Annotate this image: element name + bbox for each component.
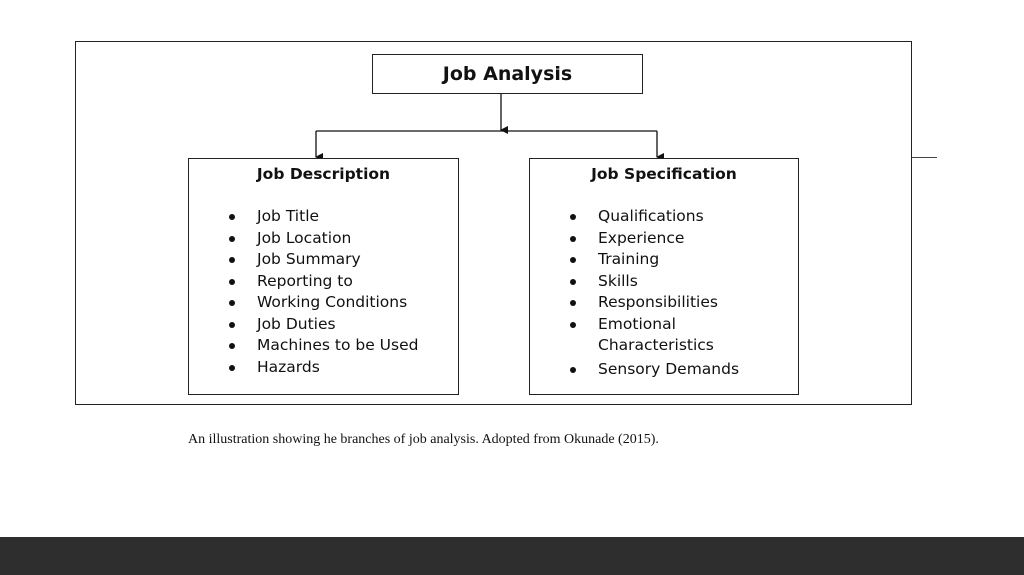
- list-item: Sensory Demands: [530, 359, 798, 381]
- job-specification-title: Job Specification: [591, 165, 737, 183]
- bullet-icon: [229, 365, 235, 371]
- bullet-icon: [570, 214, 576, 220]
- list-item: Responsibilities: [530, 292, 798, 314]
- bullet-icon: [229, 214, 235, 220]
- job-analysis-box: [372, 54, 643, 94]
- list-item: Emotional Characteristics: [530, 314, 718, 357]
- job-description-list: [189, 206, 458, 378]
- job-description-title: Job Description: [256, 165, 391, 183]
- bullet-icon: [570, 367, 576, 373]
- job-analysis-title: Job Analysis: [442, 63, 573, 85]
- list-item: Experience: [530, 228, 798, 250]
- job-description-box: [188, 158, 459, 395]
- list-item: Machines to be Used: [189, 335, 458, 357]
- list-item: Working Conditions: [189, 292, 458, 314]
- bullet-icon: [570, 279, 576, 285]
- job-specification-list: [530, 206, 798, 380]
- bullet-icon: [570, 300, 576, 306]
- bullet-icon: [229, 257, 235, 263]
- bullet-icon: [570, 322, 576, 328]
- bullet-icon: [570, 257, 576, 263]
- list-item: Job Location: [189, 228, 458, 250]
- figure-caption: An illustration showing he branches of job analysis. Adopted from Okunade (2015).: [188, 432, 659, 447]
- list-item: Qualifications: [530, 206, 798, 228]
- list-item: Job Title: [189, 206, 458, 228]
- bullet-icon: [229, 300, 235, 306]
- list-item: Skills: [530, 271, 798, 293]
- bullet-icon: [229, 343, 235, 349]
- list-item: Job Duties: [189, 314, 458, 336]
- bullet-icon: [570, 236, 576, 242]
- list-item: Job Summary: [189, 249, 458, 271]
- list-item: Training: [530, 249, 798, 271]
- list-item: Hazards: [189, 357, 458, 379]
- bullet-icon: [229, 279, 235, 285]
- bullet-icon: [229, 322, 235, 328]
- bottom-bar: [0, 537, 1024, 575]
- job-specification-box: [529, 158, 799, 395]
- list-item: Reporting to: [189, 271, 458, 293]
- bullet-icon: [229, 236, 235, 242]
